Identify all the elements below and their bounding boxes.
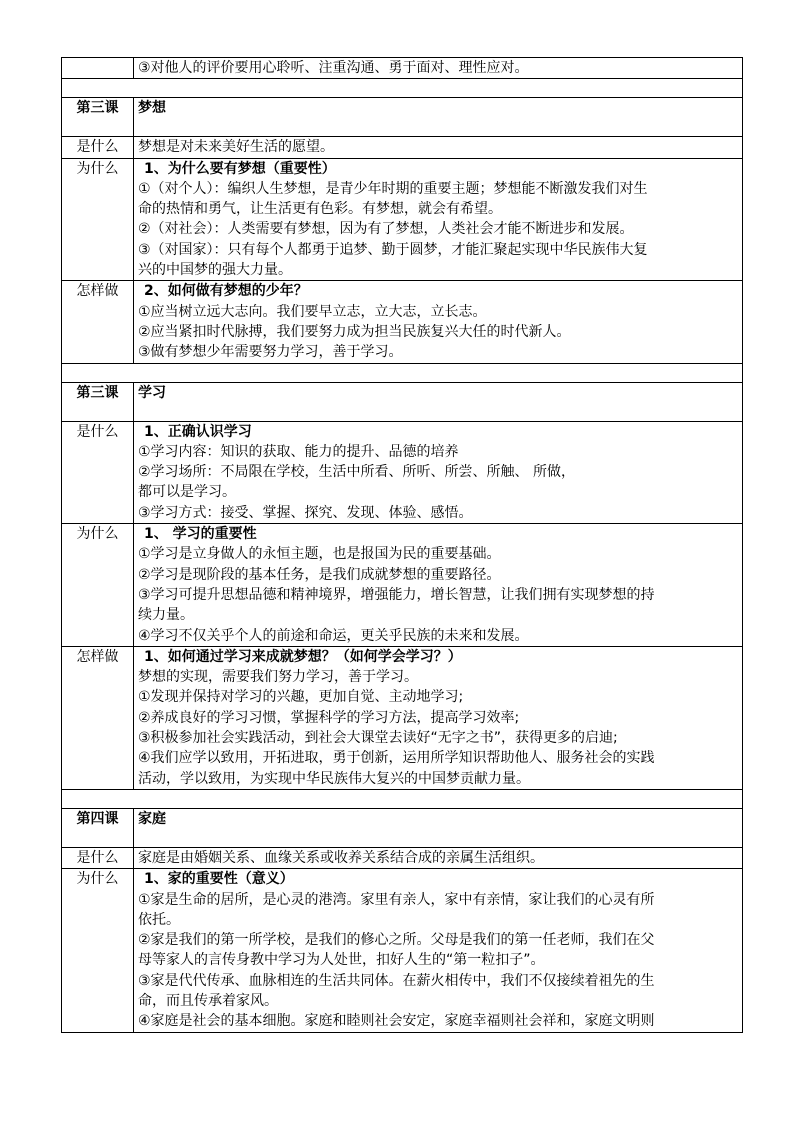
why-content — [134, 524, 743, 647]
text-line: ③做有梦想少年需要努力学习，善于学习。 — [138, 344, 403, 361]
table-row — [62, 158, 743, 281]
lesson-number: 第三课 — [62, 98, 134, 137]
what-text: 家庭是由婚姻关系、血缘关系或收养关系结合成的亲属生活组织。 — [134, 847, 743, 868]
text-line: ①学习是立身做人的永恒主题，也是报国为民的重要基础。 — [138, 546, 501, 563]
section-heading: 1、如何通过学习来成就梦想？（如何学会学习？） — [144, 648, 462, 665]
text-line: 都可以是学习。 — [138, 484, 236, 501]
text-line: 兴的中国梦的强大力量。 — [138, 262, 292, 279]
text-line: ②学习是现阶段的基本任务，是我们成就梦想的重要路径。 — [138, 566, 501, 583]
text-line: ③学习方式：接受、掌握、探究、发现、体验、感悟。 — [138, 504, 473, 521]
section-heading: 1、家的重要性（意义） — [144, 871, 294, 888]
text-line: ①发现并保持对学习的兴趣，更加自觉、主动地学习; — [138, 689, 464, 706]
table-row — [62, 421, 743, 523]
text-line: ②学习场所：不局限在学校，生活中所看、所听、所尝、所触、 所做， — [138, 464, 575, 481]
text-line: ④我们应学以致用，开拓进取，勇于创新，运用所学知识帮助他人、服务社会的实践 — [138, 750, 655, 767]
evaluation-line: ③对他人的评价要用心聆听、注重沟通、勇于面对、理性应对。 — [134, 58, 743, 79]
text-line: ③（对国家）：只有每个人都勇于追梦、勤于圆梦，才能汇聚起实现中华民族伟大复 — [138, 241, 648, 258]
why-content — [134, 158, 743, 281]
spacer-row — [62, 79, 743, 98]
lesson-title: 学习 — [134, 382, 743, 421]
how-content — [134, 281, 743, 363]
text-line: 依托。 — [138, 911, 180, 928]
section-heading: 1、正确认识学习 — [144, 423, 252, 440]
table-row — [62, 524, 743, 647]
text-line: 命，而且传承着家风。 — [138, 992, 278, 1009]
row-label-why: 为什么 — [62, 869, 134, 1032]
text-line: 命的热情和勇气，让生活更有色彩。有梦想，就会有希望。 — [138, 201, 502, 218]
row-label-how: 怎样做 — [62, 646, 134, 789]
text-line: ④家庭是社会的基本细胞。家庭和睦则社会安定，家庭幸福则社会祥和，家庭文明则 — [138, 1013, 655, 1030]
text-line: ①应当树立远大志向。我们要早立志，立大志，立长志。 — [138, 303, 487, 320]
section-heading: 2、如何做有梦想的少年？ — [144, 283, 308, 300]
table-row — [62, 281, 743, 363]
text-line: ②应当紧扣时代脉搏，我们要努力成为担当民族复兴大任的时代新人。 — [138, 323, 571, 340]
what-content — [134, 421, 743, 523]
table-row — [62, 58, 743, 79]
lesson-number: 第三课 — [62, 382, 134, 421]
what-text: 梦想是对未来美好生活的愿望。 — [134, 137, 743, 158]
why-content — [134, 869, 743, 1032]
text-line: ①（对个人）：编织人生梦想，是青少年时期的重要主题；梦想能不断激发我们对生 — [138, 180, 648, 197]
text-line: ③家是代代传承、血脉相连的生活共同体。在薪火相传中，我们不仅接续着祖先的生 — [138, 972, 655, 989]
table-row — [62, 869, 743, 1032]
text-line: ③积极参加社会实践活动，到社会大课堂去读好“无字之书”，获得更多的启迪; — [138, 730, 618, 747]
text-line: 母等家人的言传身教中学习为人处世，扣好人生的“第一粒扣子”。 — [138, 952, 545, 969]
lesson-header-row — [62, 98, 743, 137]
text-line: ②家是我们的第一所学校，是我们的修心之所。父母是我们的第一任老师，我们在父 — [138, 932, 655, 949]
text-line: ②养成良好的学习习惯，掌握科学的学习方法，提高学习效率; — [138, 709, 520, 726]
spacer-row — [62, 363, 743, 382]
lesson-title: 梦想 — [134, 98, 743, 137]
text-line: 梦想的实现，需要我们努力学习，善于学习。 — [138, 669, 418, 686]
lesson-header-row — [62, 808, 743, 847]
text-line: 活动，学以致用，为实现中华民族伟大复兴的中国梦贡献力量。 — [138, 770, 530, 787]
lesson-number: 第四课 — [62, 808, 134, 847]
lesson-header-row — [62, 382, 743, 421]
section-heading: 1、 学习的重要性 — [144, 526, 257, 543]
table-row — [62, 847, 743, 868]
row-label-why: 为什么 — [62, 158, 134, 281]
notes-table — [61, 57, 743, 1033]
table-row — [62, 137, 743, 158]
row-label-what: 是什么 — [62, 137, 134, 158]
text-line: ①家是生命的居所，是心灵的港湾。家里有亲人，家中有亲情，家让我们的心灵有所 — [138, 891, 655, 908]
row-label-why: 为什么 — [62, 524, 134, 647]
row-label-what: 是什么 — [62, 421, 134, 523]
spacer-row — [62, 789, 743, 808]
text-line: ④学习不仅关乎个人的前途和命运，更关乎民族的未来和发展。 — [138, 627, 529, 644]
text-line: ①学习内容：知识的获取、能力的提升、品德的培养 — [138, 443, 459, 460]
text-line: ②（对社会）：人类需要有梦想，因为有了梦想，人类社会才能不断进步和发展。 — [138, 221, 634, 238]
section-heading: 1、为什么要有梦想（重要性） — [144, 160, 336, 177]
row-label-how: 怎样做 — [62, 281, 134, 363]
how-content — [134, 646, 743, 789]
table-row — [62, 646, 743, 789]
text-line: ③学习可提升思想品德和精神境界，增强能力，增长智慧，让我们拥有实现梦想的持 — [138, 586, 655, 603]
lesson-title: 家庭 — [134, 808, 743, 847]
row-label-what: 是什么 — [62, 847, 134, 868]
text-line: 续力量。 — [138, 607, 194, 624]
